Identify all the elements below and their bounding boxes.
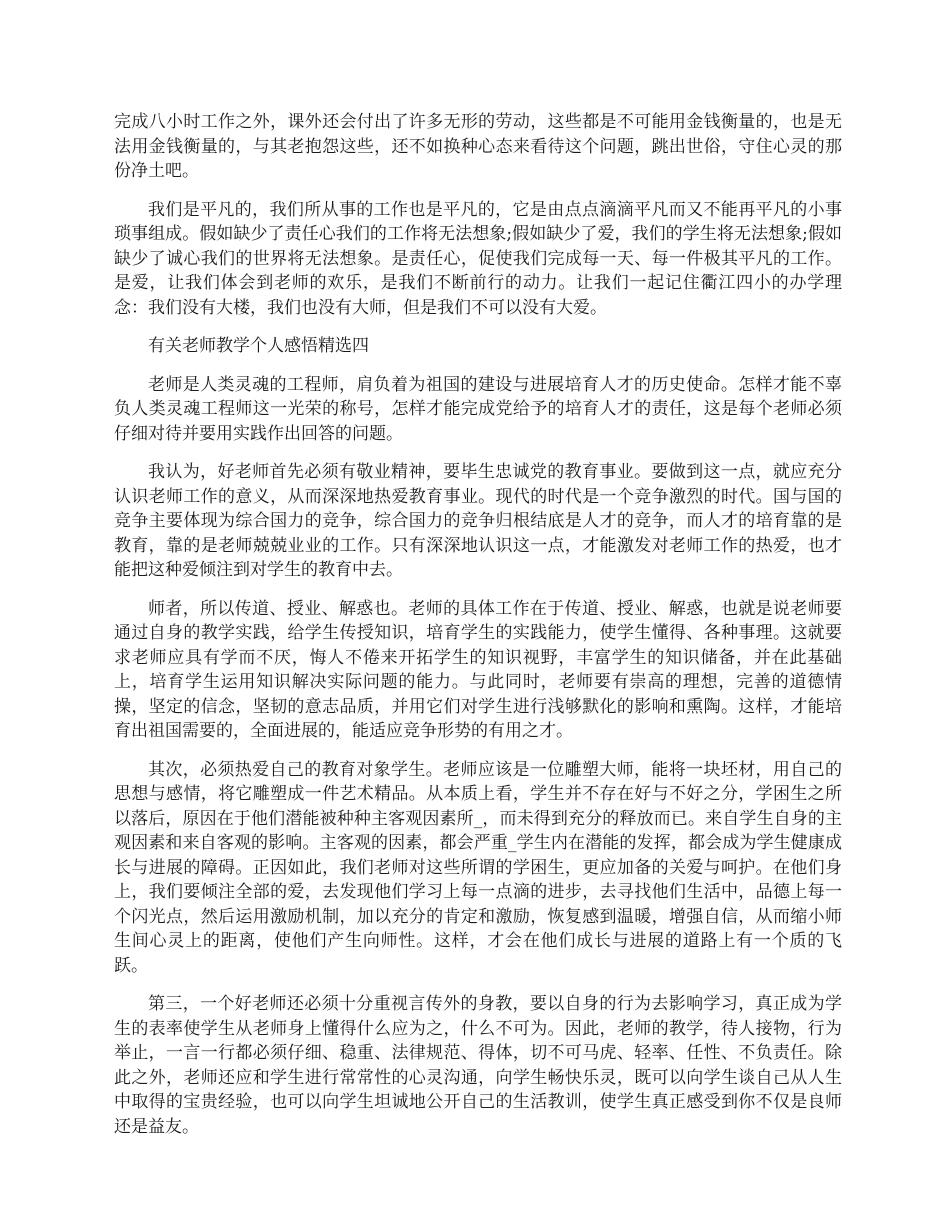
paragraph-love-students: 其次，必须热爱自己的教育对象学生。老师应该是一位雕塑大师，能将一块坯材，用自己的思想与感情，将它雕塑成一件艺术精品。从本质上看，学生并不存在好与不好之分，学困生之所以落后，原因在于他们潜能被种种主客观因素所_，而未得到充分的释放而已。来自学生自身的主观因素和来自客观的影响。主客观的因素，都会严重_学生内在潜能的发挥，都会成为学生健康成长与进展的障碍。正因如此，我们老师对这些所谓的学困生，更应加备的关爱与呵护。在他们身上，我们要倾注全部的爱，去发现他们学习上每一点滴的进步，去寻找他们生活中，品德上每一个闪光点，然后运用激励机制，加以充分的肯定和激励，恢复感到温暖，增强自信，从而缩小师生间心灵上的距离，使他们产生向师性。这样，才会在他们成长与进展的道路上有一个质的飞跃。: [114, 759, 842, 976]
section-heading: 有关老师教学个人感悟精选四: [148, 336, 369, 356]
paragraph-ordinary-work: 我们是平凡的，我们所从事的工作也是平凡的，它是由点点滴滴平凡而又不能再平凡的小事琐事组成。假如缺少了责任心我们的工作将无法想象;假如缺少了爱，我们的学生将无法想象;假如缺少了诚心我们的世界将无法想象。是责任心，促使我们完成每一天、每一件极其平凡的工作。是爱，让我们体会到老师的欢乐，是我们不断前行的动力。让我们一起记住衢江四小的办学理念：我们没有大楼，我们也没有大师，但是我们不可以没有大爱。: [114, 199, 842, 318]
paragraph-teaching-duty: 师者，所以传道、授业、解惑也。老师的具体工作在于传道、授业、解惑，也就是说老师要通过自身的教学实践，给学生传授知识，培育学生的实践能力，使学生懂得、各种事理。这就要求老师应具有学而不厌，悔人不倦来开拓学生的知识视野，丰富学生的知识储备，并在此基础上，培育学生运用知识解决实际问题的能力。与此同时，老师要有崇高的理想，完善的道德情操，坚定的信念，坚韧的意志品质，并用它们对学生进行浅够默化的影响和熏陶。这样，才能培育出祖国需要的，全面进展的，能适应竞争形势的有用之才。: [114, 598, 842, 741]
paragraph-dedication: 我认为，好老师首先必须有敬业精神，要毕生忠诚党的教育事业。要做到这一点，就应充分认识老师工作的意义，从而深深地热爱教育事业。现代的时代是一个竞争激烈的时代。国与国的竞争主要体现为综合国力的竞争，综合国力的竞争归根结底是人才的竞争，而人才的培育靠的是教育，靠的是老师兢兢业业的工作。只有深深地认识这一点，才能激发对老师工作的热爱，也才能把这种爱倾注到对学生的教育中去。: [114, 462, 842, 580]
paragraph-continuation: 完成八小时工作之外，课外还会付出了许多无形的劳动，这些都是不可能用金钱衡量的，也是无法用金钱衡量的，与其老抱怨这些，还不如换种心态来看待这个问题，跳出世俗，守住心灵的那份净土吧。: [114, 112, 842, 181]
document-page: [114, 110, 842, 1153]
paragraph-teacher-mission: 老师是人类灵魂的工程师，肩负着为祖国的建设与进展培育人才的历史使命。怎样才能不辜负人类灵魂工程师这一光荣的称号，怎样才能完成党给予的培育人才的责任，这是每个老师必须仔细对待并要用实践作出回答的问题。: [114, 374, 842, 444]
paragraph-lead-by-example: 第三，一个好老师还必须十分重视言传外的身教，要以自身的行为去影响学习，真正成为学生的表率使学生从老师身上懂得什么应为之，什么不可为。因此，老师的教学，待人接物，行为举止，一言一行都必须仔细、稳重、法律规范、得体，切不可马虎、轻率、任性、不负责任。除此之外，老师还应和学生进行常常性的心灵沟通，向学生畅快乐灵，既可以向学生谈自己从人生中取得的宝贵经验，也可以向学生坦诚地公开自己的生活教训，使学生真正感受到你不仅是良师还是益友。: [114, 994, 842, 1137]
